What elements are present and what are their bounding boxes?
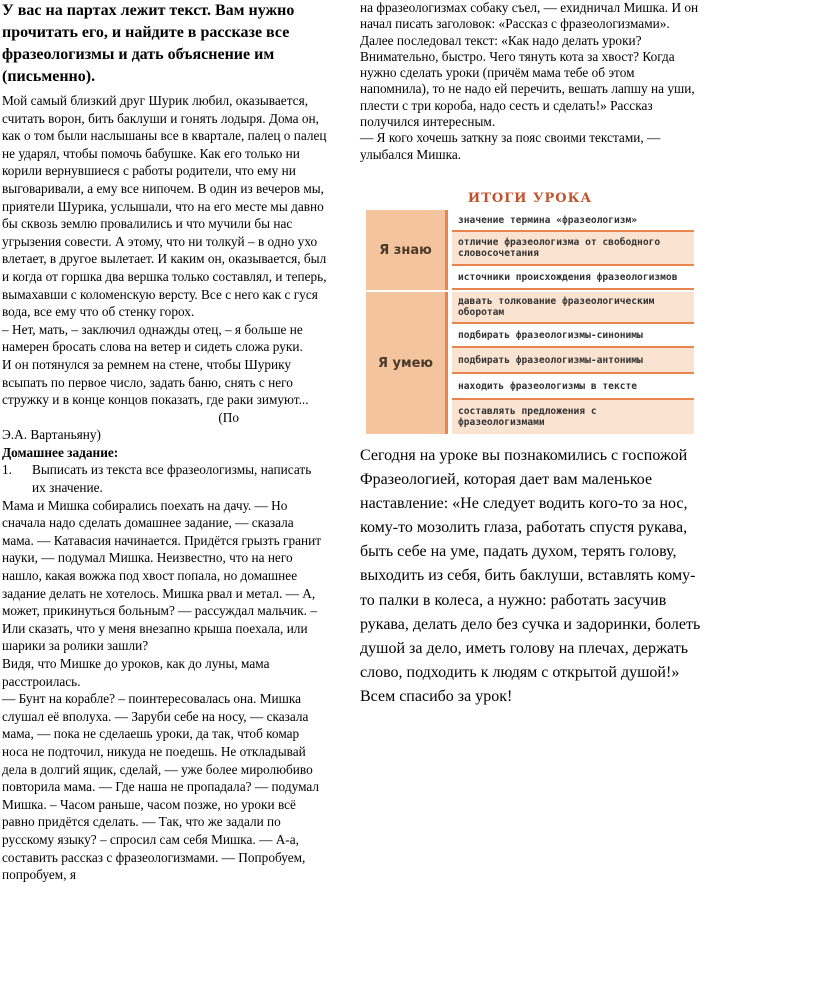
left-column <box>2 0 327 884</box>
story-b-paragraph-1: Мама и Мишка собирались поехать на дачу. — Но сначала надо сделать домашнее задание, — сказала мама. — Катавасия начинается. Придётся грызть гранит науки, — подумал Мишка. Неизвестно, что на него нашло, какая вожжа под хвост попала, но домашнее задание делать не хотелось. Мишка рвал и метал. — А, может, прикинуться больным? — рассуждал мальчик. – Или сказать, что у меня внезапно крыша поехала, или шарики за ролики зашли? <box>2 497 322 654</box>
can-item: подбирать фразеологизмы-антонимы <box>452 348 694 374</box>
attribution-line-1 <box>2 409 327 427</box>
closing-paragraph: Сегодня на уроке вы познакомились с госпожой Фразеологией, которая дает вам маленькое наставление: «Не следует водить кого-то за нос, кому-то мозолить глаза, работать спустя рукава, быть себе на уме, падать духом, терять голову, выходить из себя, бить баклуши, вставлять кому-то палки в колеса, а нужно: работать засучив рукава, делать дело без сучка и задоринки, болеть душой за дело, иметь голову на плечах, держать слово, подходить к людям с открытой душой!» <box>360 447 701 681</box>
homework-item <box>2 461 327 496</box>
story-b-paragraph-2: Видя, что Мишке до уроков, как до луны, мама расстроилась. <box>2 656 270 689</box>
story-paragraph-3: И он потянулся за ремнем на стене, чтобы Шурику всыпать по первое число, задать баню, снять с него стружку и в конце концов показать, где раки зимуют... <box>2 356 309 408</box>
thanks-line: Всем спасибо за урок! <box>360 687 513 705</box>
right-column <box>360 0 705 163</box>
know-item: значение термина «фразеологизм» <box>452 210 694 232</box>
task-heading: У вас на партах лежит текст. Вам нужно прочитать его, и найдите в рассказе все фразеологизмы и дать объяснение им (письменно). <box>2 2 295 85</box>
story-paragraph-2: – Нет, мать, – заключил однажды отец, – я больше не намерен бросать слова на ветер и сидеть сложа руки. <box>2 321 303 355</box>
attribution-line-2: Э.А. Вартаньяну) <box>2 427 101 443</box>
summary-title: ИТОГИ УРОКА <box>467 191 593 206</box>
lesson-summary-table <box>366 188 694 434</box>
story-continuation-2: — Я кого хочешь заткну за пояс своими текстами, — улыбался Мишка. <box>360 130 661 162</box>
know-item: источники происхождения фразеологизмов <box>452 266 694 290</box>
know-label: Я знаю <box>366 210 448 290</box>
can-item: подбирать фразеологизмы-синонимы <box>452 324 694 348</box>
homework-item-number: 1. <box>2 462 12 478</box>
story-continuation: на фразеологизмах собаку съел, — ехидничал Мишка. И он начал писать заголовок: «Рассказ с фразеологизмами». Далее последовал текст: «Как надо делать уроки? Внимательно, быстро. Чего тянуть кота за хвост? Когда нужно сделать уроки (причём мама тебе об этом напомнила), то не надо ей перечить, вешать лапшу на уши, плести с три короба, надо сесть и сделать!» Рассказ получился интересным. <box>360 0 699 130</box>
story-b-paragraph-3: — Бунт на корабле? – поинтересовалась она. Мишка слушал её вполуха. — Заруби себе на носу, — сказала мама, — пока не сделаешь уроки, да так, чтоб комар носа не подточил, никуда не поедешь. Не откладывай дела в долгий ящик, сделай, — уже более миролюбиво повторила мама. — Где наша не пропадала? — подумал Мишка. – Часом раньше, часом позже, но уроки всё равно придётся сделать. — Так, что же задали по русскому языку? – спросил сам себя Мишка. — А-а, составить рассказ с фразеологизмами. — Попробуем, попробуем, я <box>2 691 320 883</box>
homework-title: Домашнее задание: <box>2 444 119 460</box>
story-paragraph-1: Мой самый близкий друг Шурик любил, оказывается, считать ворон, бить баклуши и гонять лодыря. Дома он, как о том были наслышаны все в квартале, палец о палец не ударял, чтобы помочь бабушке. Как его только ни корили вернувшиеся с работы родители, что ему ни выговаривали, а ему все нипочем. В один из вечеров мы, приятели Шурика, услышали, что на его месте мы давно бы сквозь землю провалились и что мучили бы нас угрызения совести. А этому, что ни толкуй – в одно ухо влетает, в другое вылетает. И каким он, оказывается, был и когда от горшка два вершка только составлял, и теперь, вымахавши с коломенскую версту. Все с него как с гуся вода, все ему что об стенку горох. <box>2 93 327 320</box>
homework-item-text: Выписать из текста все фразеологизмы, написать их значение. <box>32 462 312 496</box>
can-item: давать толкование фразеологическим оборотам <box>452 292 694 324</box>
can-item: составлять предложения с фразеологизмами <box>452 400 694 434</box>
can-label: Я умею <box>366 292 448 434</box>
know-item: отличие фразеологизма от свободного словосочетания <box>452 232 694 266</box>
attribution-prefix: (По <box>218 409 239 425</box>
closing-block <box>360 444 705 709</box>
summary-body <box>366 210 694 434</box>
can-item: находить фразеологизмы в тексте <box>452 374 694 400</box>
